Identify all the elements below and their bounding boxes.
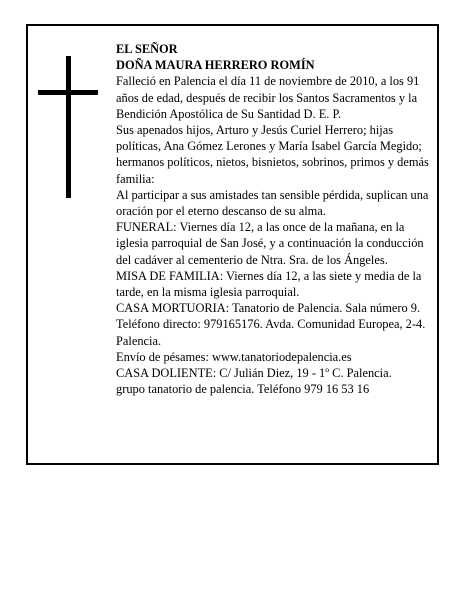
mourning-home-line: CASA DOLIENTE: C/ Julián Diez, 19 - 1º C. Palencia.: [116, 366, 392, 381]
notice-title-line-1: EL SEÑOR: [116, 42, 178, 56]
condolences-line: Envío de pésames: www.tanatoriodepalencia.es: [116, 349, 352, 364]
obituary-notice: [26, 24, 439, 465]
family-paragraph: Sus apenados hijos, Arturo y Jesús Curiel Herrero; hijas políticas, Ana Gómez Lerones y María Isabel García Megido; hermanos políticos, nietos, bisnietos, sobrinos, primos y demás familia:: [116, 123, 429, 186]
prayer-request-paragraph: Al participar a sus amistades tan sensible pérdida, suplican una oración por el eterno descanso de su alma.: [116, 187, 429, 219]
mortuary-paragraph: CASA MORTUORIA: Tanatorio de Palencia. Sala número 9. Teléfono directo: 979165176. Avda. Comunidad Europea, 2-4. Palencia.: [116, 301, 426, 348]
notice-text: [116, 41, 432, 397]
death-announcement-paragraph: Falleció en Palencia el día 11 de noviembre de 2010, a los 91 años de edad, después de recibir los Santos Sacramentos y la Bendición Apostólica de Su Santidad D. E. P.: [116, 74, 420, 121]
cross-horizontal-bar: [38, 90, 98, 95]
latin-cross-icon: [38, 56, 98, 198]
funeral-home-phone-line: grupo tanatorio de palencia. Teléfono 979 16 53 16: [116, 382, 370, 397]
notice-title-line-2: DOÑA MAURA HERRERO ROMÍN: [116, 58, 315, 73]
cross-vertical-bar: [66, 56, 71, 198]
funeral-paragraph: FUNERAL: Viernes día 12, a las once de la mañana, en la iglesia parroquial de San José, y a continuación la conducción del cadáver al cementerio de Ntra. Sra. de los Ángeles.: [116, 220, 424, 267]
family-mass-paragraph: MISA DE FAMILIA: Viernes día 12, a las siete y media de la tarde, en la misma iglesia parroquial.: [116, 268, 422, 300]
